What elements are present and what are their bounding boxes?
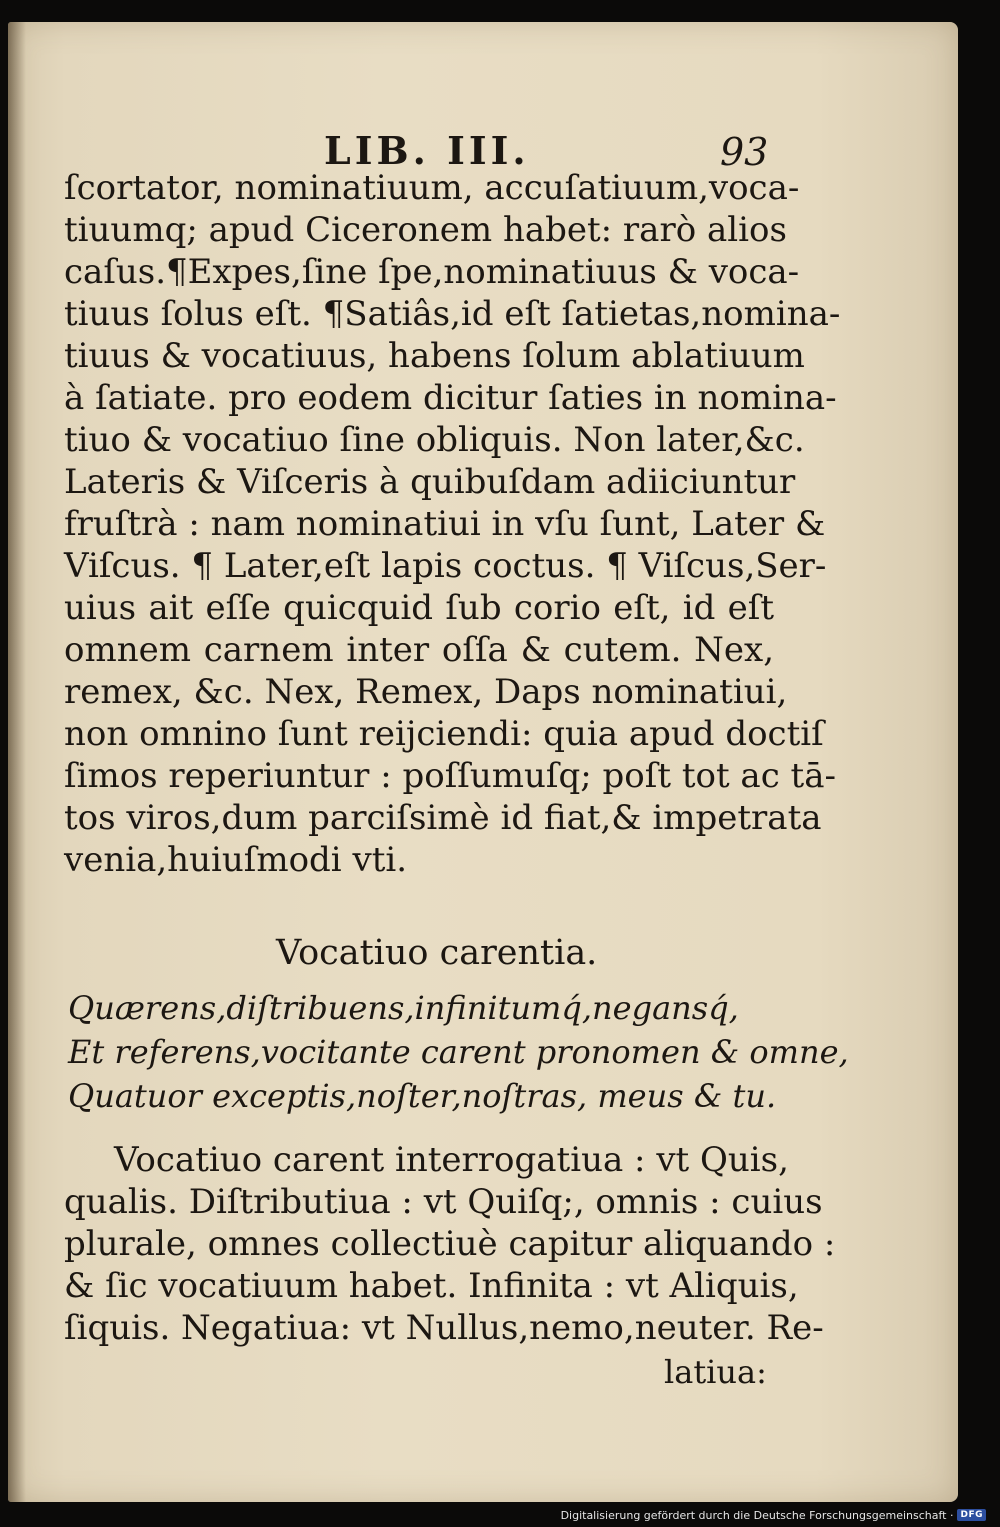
text-line: Viſcus. ¶ Later,eſt lapis coctus. ¶ Viſcus,Ser- [64,546,827,586]
text-line: à ſatiate. pro eodem dicitur ſaties in nomina- [64,378,837,418]
page-number: 93 [720,130,769,174]
text-line: & ſic vocatiuum habet. Infinita : vt Aliquis, [64,1266,799,1306]
text-line: tos viros,dum parciſsimè id fiat,& impetrata [64,798,822,838]
text-line: tiuus ſolus eſt. ¶Satiâs,id eſt ſatietas,nomina- [64,294,841,334]
verse-line: Quærens,diſtribuens,infinitumq́,negansq́, [68,989,739,1027]
text-line: ſcortator, nominatiuum, accuſatiuum,voca- [64,168,800,208]
text-line: ſiquis. Negatiua: vt Nullus,nemo,neuter. Re- [64,1308,824,1348]
text-line: uius ait eſſe quicquid ſub corio eſt, id eſt [64,588,774,628]
dfg-logo: DFG [957,1509,986,1521]
text-line: plurale, omnes collectiuè capitur aliquando : [64,1224,836,1264]
text-line: tiuumq; apud Ciceronem habet: rarò alios [64,210,787,250]
text-line: caſus.¶Expes,ſine ſpe,nominatiuus & voca- [64,252,800,292]
verse-line: Quatuor exceptis,noſter,noſtras, meus & tu. [68,1077,777,1115]
text-line: non omnino ſunt reijciendi: quia apud doctiſ [64,714,824,754]
text-line: Vocatiuo carent interrogatiua : vt Quis, [114,1140,789,1180]
section-heading: Vocatiuo carentia. [276,933,598,973]
text-line: fruſtrà : nam nominatiui in vſu ſunt, Later & [64,504,826,544]
funding-credit: Digitalisierung gefördert durch die Deutsche Forschungsgemeinschaft · [560,1508,954,1522]
catchword: latiua: [664,1353,767,1391]
text-line: Lateris & Viſceris à quibuſdam adiiciuntur [64,462,796,502]
footer-bar [560,1506,1000,1524]
text-line: omnem carnem inter oſſa & cutem. Nex, [64,630,774,670]
book-page [8,22,958,1502]
text-line: remex, &c. Nex, Remex, Daps nominatiui, [64,672,788,712]
text-line: ſimos reperiuntur : poſſumuſq; poſt tot ac tā- [64,756,836,796]
text-line: qualis. Diſtributiua : vt Quiſq;, omnis : cuius [64,1182,823,1222]
text-line: tiuo & vocatiuo ſine obliquis. Non later,&c. [64,420,805,460]
verse-line: Et referens,vocitante carent pronomen & omne, [68,1033,849,1071]
running-head: LIB. III. [324,128,530,173]
text-line: venia,huiuſmodi vti. [64,840,408,880]
text-line: tiuus & vocatiuus, habens ſolum ablatiuum [64,336,805,376]
